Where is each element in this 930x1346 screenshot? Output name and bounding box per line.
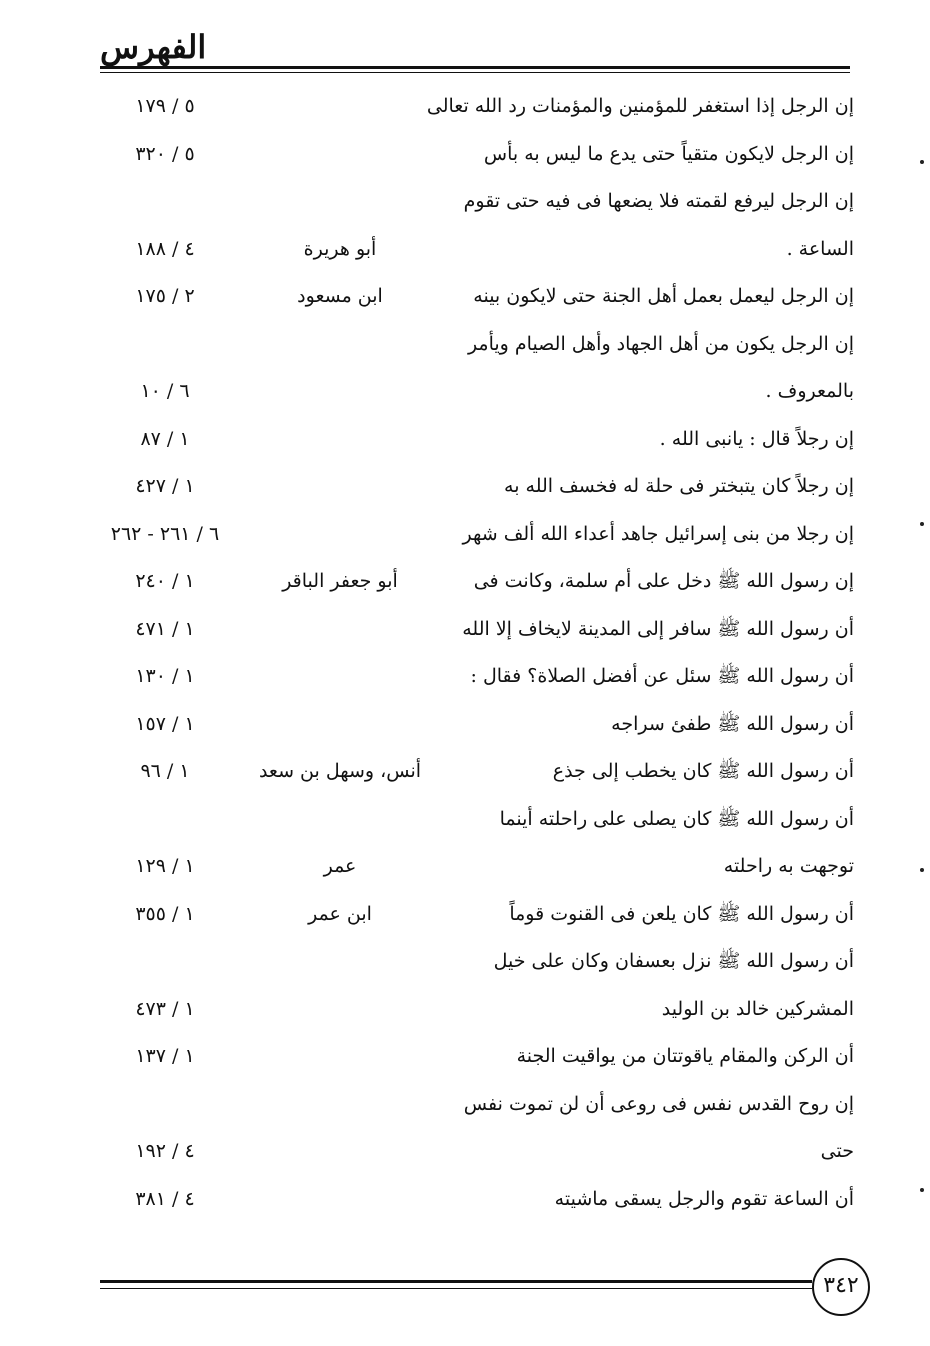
index-row bbox=[0, 227, 930, 275]
narrator: أبو هريرة bbox=[303, 237, 377, 260]
margin-mark bbox=[920, 522, 924, 526]
reference: ٦ / ٢٦١ - ٢٦٢ bbox=[110, 522, 220, 545]
narrator: ابن عمر bbox=[308, 902, 372, 925]
margin-mark bbox=[920, 868, 924, 872]
index-row bbox=[0, 654, 930, 702]
index-row bbox=[0, 987, 930, 1035]
index-row bbox=[0, 1129, 930, 1177]
reference: ١ / ٨٧ bbox=[140, 427, 190, 450]
index-row bbox=[0, 559, 930, 607]
index-row bbox=[0, 512, 930, 560]
hadith-text: إن الرجل ليعمل بعمل أهل الجنة حتى لايكون بينه bbox=[473, 285, 854, 307]
index-row bbox=[0, 464, 930, 512]
reference: ١ / ١٢٩ bbox=[135, 855, 195, 877]
hadith-text: حتى bbox=[820, 1140, 854, 1162]
index-row bbox=[0, 607, 930, 655]
header-rule-top bbox=[100, 66, 850, 69]
reference: ٦ / ١٠ bbox=[140, 380, 190, 402]
hadith-text: إن الرجل يكون من أهل الجهاد وأهل الصيام ويأمر bbox=[467, 332, 854, 355]
reference: ٥ / ٣٢٠ bbox=[135, 142, 195, 165]
page-number: ٣٤٢ bbox=[812, 1258, 870, 1316]
hadith-text: إن الرجل ليرفع لقمته فلا يضعها فى فيه حتى تقوم bbox=[463, 190, 854, 212]
reference: ١ / ١٥٧ bbox=[135, 712, 195, 735]
reference: ١ / ١٣٧ bbox=[135, 1045, 195, 1067]
reference: ٢ / ١٧٥ bbox=[135, 285, 195, 307]
index-row bbox=[0, 749, 930, 797]
narrator: عمر bbox=[323, 855, 357, 877]
reference: ١ / ٩٦ bbox=[140, 760, 190, 782]
hadith-text: إن رجلاً كان يتبختر فى حلة له فخسف الله به bbox=[504, 475, 854, 497]
reference: ١ / ٢٤٠ bbox=[135, 570, 195, 592]
hadith-text: أن رسول الله ﷺ كان يلعن فى القنوت قوماً bbox=[509, 902, 854, 925]
hadith-text: أن رسول الله ﷺ سئل عن أفضل الصلاة؟ فقال : bbox=[470, 665, 854, 687]
reference: ٤ / ١٩٢ bbox=[135, 1140, 195, 1162]
hadith-text: توجهت به راحلته bbox=[723, 855, 854, 877]
margin-mark bbox=[920, 160, 924, 164]
header-rule-bottom bbox=[100, 72, 850, 73]
reference: ١ / ٤٧٣ bbox=[135, 997, 195, 1020]
hadith-text: إن رسول الله ﷺ دخل على أم سلمة، وكانت فى bbox=[473, 570, 854, 592]
hadith-text: أن رسول الله ﷺ كان يصلى على راحلته أينما bbox=[499, 807, 854, 830]
reference: ١ / ٤٢٧ bbox=[135, 475, 195, 497]
footer-rule-top bbox=[100, 1280, 812, 1283]
index-row bbox=[0, 1082, 930, 1130]
narrator: ابن مسعود bbox=[297, 285, 383, 307]
index-row bbox=[0, 844, 930, 892]
hadith-text: أن رسول الله ﷺ سافر إلى المدينة لايخاف إلا الله bbox=[462, 617, 854, 640]
reference: ١ / ٤٧١ bbox=[135, 617, 195, 640]
page-title: الفهرس bbox=[100, 28, 207, 66]
index-row bbox=[0, 1034, 930, 1082]
index-row bbox=[0, 1177, 930, 1225]
hadith-text: إن الرجل إذا استغفر للمؤمنين والمؤمنات رد الله تعالى bbox=[426, 95, 854, 117]
index-row bbox=[0, 132, 930, 180]
hadith-text: إن رجلاً قال : يانبى الله . bbox=[659, 427, 854, 450]
hadith-text: أن الركن والمقام ياقوتتان من يواقيت الجنة bbox=[516, 1045, 854, 1067]
index-row bbox=[0, 939, 930, 987]
hadith-text: الساعة . bbox=[786, 237, 854, 260]
narrator: أبو جعفر الباقر bbox=[282, 570, 398, 592]
reference: ٤ / ١٨٨ bbox=[135, 237, 195, 260]
hadith-text: أن رسول الله ﷺ نزل بعسفان وكان على خيل bbox=[493, 950, 854, 972]
index-row bbox=[0, 84, 930, 132]
reference: ١ / ١٣٠ bbox=[135, 665, 195, 687]
narrator: أنس، وسهل بن سعد bbox=[258, 760, 422, 782]
reference: ١ / ٣٥٥ bbox=[135, 902, 195, 925]
index-row bbox=[0, 369, 930, 417]
hadith-text: المشركين خالد بن الوليد bbox=[661, 997, 854, 1020]
hadith-text: إن رجلا من بنى إسرائيل جاهد أعداء الله ألف شهر bbox=[462, 522, 854, 545]
hadith-text: أن رسول الله ﷺ طفئ سراجه bbox=[611, 712, 854, 735]
index-row bbox=[0, 274, 930, 322]
hadith-text: أن الساعة تقوم والرجل يسقى ماشيته bbox=[554, 1187, 854, 1210]
reference: ٤ / ٣٨١ bbox=[135, 1187, 195, 1210]
index-table bbox=[0, 84, 930, 1224]
index-row bbox=[0, 702, 930, 750]
reference: ٥ / ١٧٩ bbox=[135, 95, 195, 117]
index-row bbox=[0, 322, 930, 370]
hadith-text: بالمعروف . bbox=[765, 380, 854, 402]
index-row bbox=[0, 417, 930, 465]
margin-mark bbox=[920, 1188, 924, 1192]
index-row bbox=[0, 797, 930, 845]
hadith-text: إن روح القدس نفس فى روعى أن لن تموت نفس bbox=[463, 1092, 854, 1115]
footer-rule-bottom bbox=[100, 1288, 812, 1289]
hadith-text: إن الرجل لايكون متقياً حتى يدع ما ليس به بأس bbox=[483, 142, 854, 165]
index-row bbox=[0, 892, 930, 940]
index-row bbox=[0, 179, 930, 227]
hadith-text: أن رسول الله ﷺ كان يخطب إلى جذع bbox=[552, 760, 854, 782]
